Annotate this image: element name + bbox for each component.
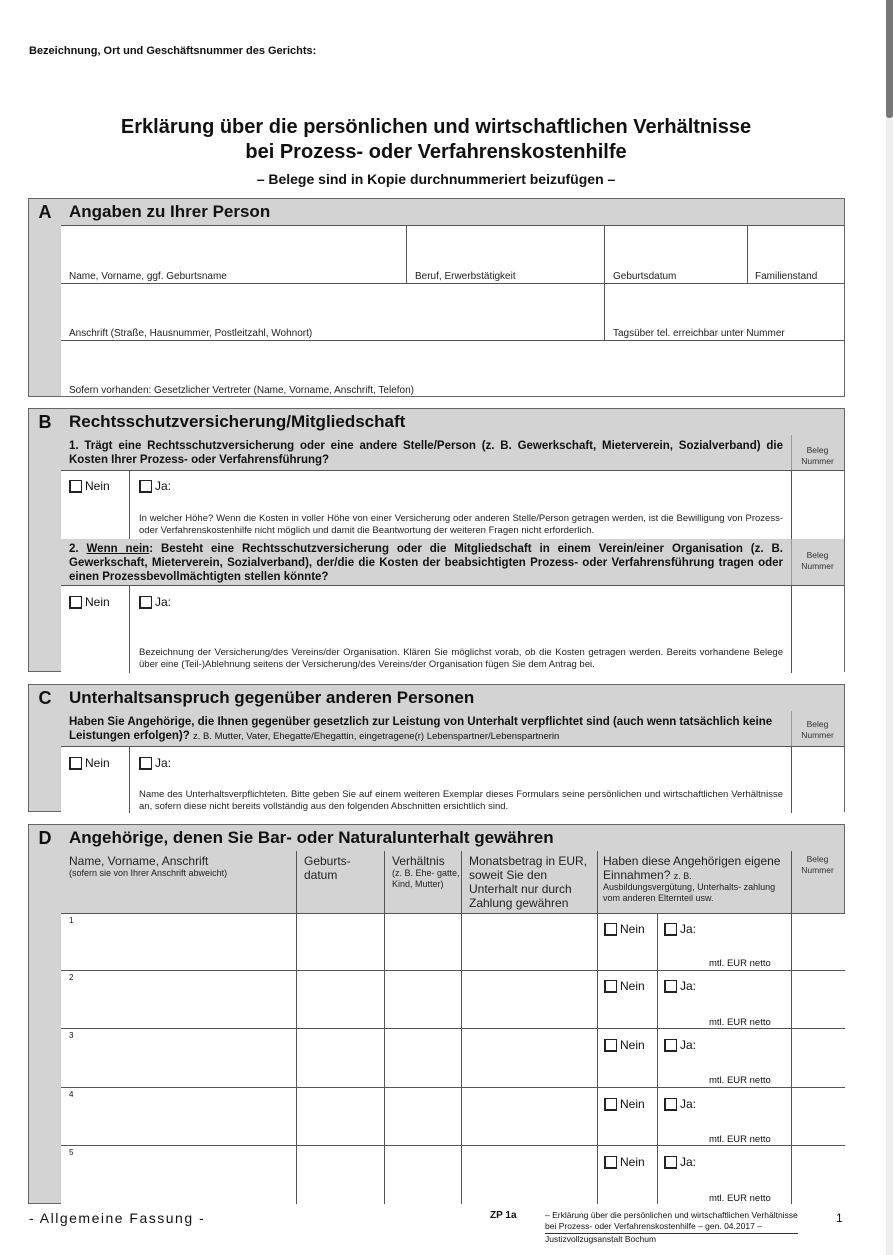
scrollbar-thumb[interactable] xyxy=(886,0,893,118)
section-a-fields xyxy=(61,225,844,396)
row4-ja-checkbox[interactable]: Ja: xyxy=(664,1097,696,1111)
b1-answer xyxy=(61,470,844,539)
table-row: 5 Nein Ja: mtl. EUR netto xyxy=(61,1145,845,1204)
section-title: Unterhaltsanspruch gegenüber anderen Personen xyxy=(69,688,475,707)
c-beleg-field[interactable] xyxy=(792,747,845,813)
c-ja-checkbox[interactable]: Ja: xyxy=(139,756,171,770)
b2-hint: Bezeichnung der Versicherung/des Vereins/der Organisation. Klären Sie möglichst vorab, ob die Kosten getragen werden. Bereits vorhandene Belege über eine (Teil-)Ablehnung seitens der Versicherung/des Vereins/der Organisation fügen Sie dem Antrag bei. xyxy=(139,647,783,670)
col-verh-header: Verhältnis (z. B. Ehe- gatte, Kind, Mutter) xyxy=(392,854,460,889)
checkbox-box[interactable] xyxy=(69,596,82,609)
col-geburt-header: Geburts- datum xyxy=(304,854,351,882)
section-letter: D xyxy=(38,828,52,848)
row4-nein-checkbox[interactable]: Nein xyxy=(604,1097,645,1111)
question-c: Haben Sie Angehörige, die Ihnen gegenüber gesetzlich zur Leistung von Unterhalt verpflichtet sind (auch wenn tatsächlich keine Leistungen erfolgen)? z. B. Mutter, Vater, Ehegatte/Ehegattin, eingetragene(r) Lebenspartner/Lebenspartnerin xyxy=(69,716,773,742)
section-b xyxy=(28,408,845,672)
form-title-line1: Erklärung über die persönlichen und wirtschaftlichen Verhältnisse xyxy=(120,116,752,138)
c-nein-checkbox[interactable]: Nein xyxy=(69,756,110,770)
dependents-table xyxy=(61,913,844,1203)
b2-beleg-field[interactable] xyxy=(792,586,845,673)
section-a xyxy=(28,198,845,397)
b2-ja-checkbox[interactable]: Ja: xyxy=(139,595,171,609)
section-letter: B xyxy=(38,412,52,432)
section-d xyxy=(28,824,845,1204)
table-row: 2 Nein Ja: mtl. EUR netto xyxy=(61,970,845,1028)
checkbox-box[interactable] xyxy=(69,757,82,770)
b1-hint: In welcher Höhe? Wenn die Kosten in voller Höhe von einer Versicherung oder anderen Stelle/Person getragen werden, ist die Bewilligung von Prozess- oder Verfahrenskostenhilfe nicht möglich und damit die Beantwortung der weiteren Fragen nicht erforderlich. xyxy=(139,513,783,536)
col-monat-header: Monatsbetrag in EUR, soweit Sie den Unterhalt nur durch Zahlung gewähren xyxy=(469,854,588,910)
checkbox-box[interactable] xyxy=(139,596,152,609)
checkbox-box[interactable] xyxy=(139,757,152,770)
footer-description: – Erklärung über die persönlichen und wirtschaftlichen Verhältnisse bei Prozess- oder Verfahrenskostenhilfe – gen. 04.2017 – Justizvollzugsanstalt Bochum xyxy=(545,1210,798,1244)
section-letter: C xyxy=(38,688,52,708)
question-b2: 2. Wenn nein: Besteht eine Rechtsschutzversicherung oder die Mitgliedschaft in einem Verein/einer Organisation (z. B. Gewerkschaft, Mieterverein, Sozialverband), der/die die Kosten der beabsichtigten Prozess- oder Verfahrensführung tragen oder einen Prozessbevollmächtigten stellen könnte? xyxy=(69,543,783,583)
beleg-number-label: Beleg Nummer xyxy=(801,550,834,571)
footer-form-code: ZP 1a xyxy=(490,1210,517,1221)
b2-nein-checkbox[interactable]: Nein xyxy=(69,595,110,609)
footer-edition: - Allgemeine Fassung - xyxy=(29,1210,206,1226)
c-hint: Name des Unterhaltsverpflichteten. Bitte geben Sie auf einem weiteren Exemplar dieses Formulars seine persönlichen und wirtschaftlichen Verhältnisse an, sofern diese nicht bereits vollständig aus den folgenden Abschnitten ersichtlich sind. xyxy=(139,789,783,812)
beleg-number-label: Beleg Nummer xyxy=(801,445,834,466)
row5-ja-checkbox[interactable]: Ja: xyxy=(664,1155,696,1169)
table-row: 4 Nein Ja: mtl. EUR netto xyxy=(61,1087,845,1145)
scrollbar-track[interactable] xyxy=(886,0,893,1255)
name-label: Name, Vorname, ggf. Geburtsname xyxy=(69,271,227,282)
b2-answer xyxy=(61,585,844,673)
beruf-label: Beruf, Erwerbstätigkeit xyxy=(415,271,516,282)
court-label: Bezeichnung, Ort und Geschäftsnummer des Gerichts: xyxy=(29,45,317,57)
b1-beleg-field[interactable] xyxy=(792,471,845,539)
col-name-header: Name, Vorname, Anschrift (sofern sie von Ihrer Anschrift abweicht) xyxy=(69,854,228,878)
form-subtitle: – Belege sind in Kopie durchnummeriert beizufügen – xyxy=(256,171,616,187)
beleg-number-label: Beleg Nummer xyxy=(801,854,834,875)
beleg-number-label: Beleg Nummer xyxy=(801,719,834,740)
checkbox-box[interactable] xyxy=(139,480,152,493)
c-answer xyxy=(61,746,844,813)
page-number: 1 xyxy=(836,1211,843,1225)
familienstand-label: Familienstand xyxy=(755,271,818,282)
table-row: 1 Nein Ja: mtl. EUR netto xyxy=(61,913,845,970)
section-c xyxy=(28,684,845,812)
table-row: 3 Nein Ja: mtl. EUR netto xyxy=(61,1028,845,1087)
row3-ja-checkbox[interactable]: Ja: xyxy=(664,1038,696,1052)
b1-ja-checkbox[interactable]: Ja: xyxy=(139,479,171,493)
vertreter-label: Sofern vorhanden: Gesetzlicher Vertreter (Name, Vorname, Anschrift, Telefon) xyxy=(69,385,414,396)
row2-ja-checkbox[interactable]: Ja: xyxy=(664,979,696,993)
row3-nein-checkbox[interactable]: Nein xyxy=(604,1038,645,1052)
checkbox-box[interactable] xyxy=(69,480,82,493)
form-title-line2: bei Prozess- oder Verfahrenskostenhilfe xyxy=(245,141,627,163)
row2-nein-checkbox[interactable]: Nein xyxy=(604,979,645,993)
row1-nein-checkbox[interactable]: Nein xyxy=(604,922,645,936)
section-title: Angehörige, denen Sie Bar- oder Naturalunterhalt gewähren xyxy=(69,828,554,847)
row1-ja-checkbox[interactable]: Ja: xyxy=(664,922,696,936)
b1-nein-checkbox[interactable]: Nein xyxy=(69,479,110,493)
telefon-label: Tagsüber tel. erreichbar unter Nummer xyxy=(613,328,785,339)
anschrift-label: Anschrift (Straße, Hausnummer, Postleitzahl, Wohnort) xyxy=(69,328,313,339)
section-letter: A xyxy=(38,202,52,222)
section-title: Rechtsschutzversicherung/Mitgliedschaft xyxy=(69,412,406,431)
geburtsdatum-label: Geburtsdatum xyxy=(613,271,677,282)
row5-nein-checkbox[interactable]: Nein xyxy=(604,1155,645,1169)
question-b1: 1. Trägt eine Rechtsschutzversicherung oder eine andere Stelle/Person (z. B. Gewerkschaft, Mieterverein, Sozialverband) die Kosten Ihrer Prozess- oder Verfahrensführung? xyxy=(69,440,783,466)
col-einnahmen-header: Haben diese Angehörigen eigene Einnahmen? z. B. Ausbildungsvergütung, Unterhalts- zahlung vom anderen Elternteil usw. xyxy=(603,854,781,903)
section-title: Angaben zu Ihrer Person xyxy=(69,202,271,221)
